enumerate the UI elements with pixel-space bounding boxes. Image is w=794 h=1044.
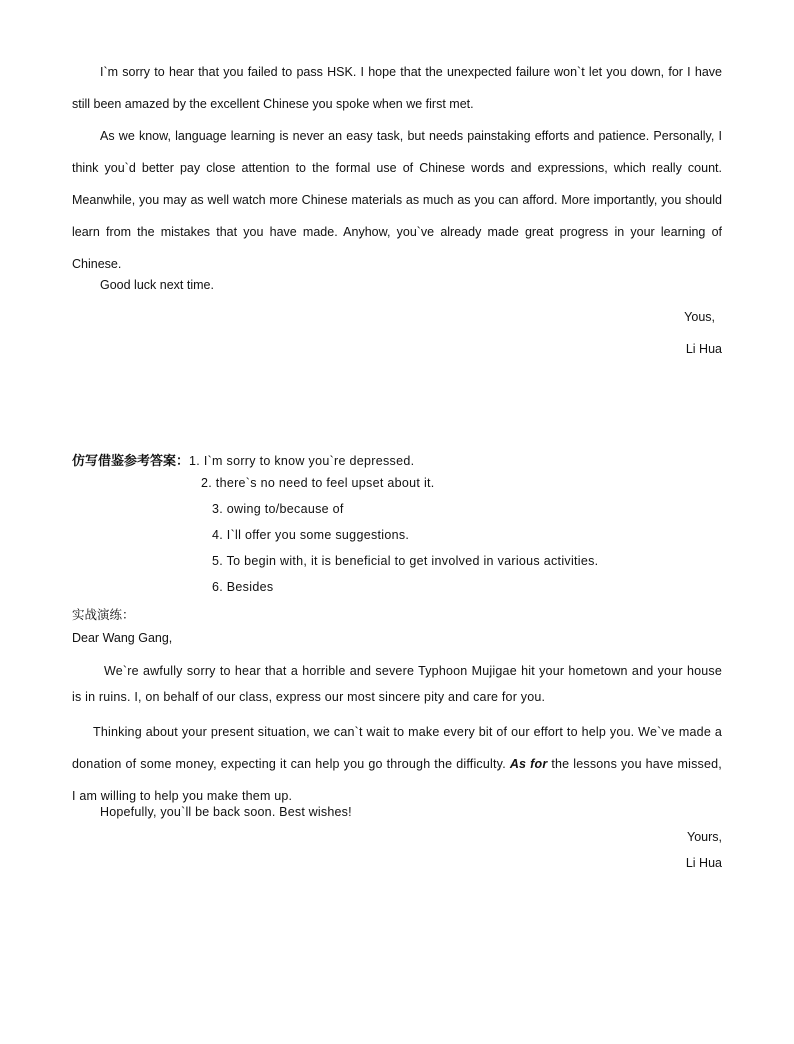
practice-paragraph-1 [72,658,722,710]
reference-answers-row-1 [72,450,414,469]
reference-answers-label: 仿写借鉴参考答案： [72,454,190,469]
reference-answer-2: 2. there`s no need to feel upset about it. [201,476,435,490]
reference-answer-1: 1. I`m sorry to know you`re depressed. [189,454,415,468]
reference-answer-4: 4. I`ll offer you some suggestions. [212,528,410,542]
practice-label: 实战演练： [72,607,135,622]
reference-answer-6: 6. Besides [212,580,274,594]
practice-closing: Yours, [687,830,722,844]
practice-paragraph-2-text-b: the lessons you have missed, I am willing to help you make them up. [72,757,722,803]
letter1-signature: Li Hua [685,342,722,356]
letter1-paragraph-3: Good luck next time. [100,278,214,292]
practice-paragraph-2 [72,716,722,812]
practice-paragraph-3: Hopefully, you`ll be back soon. Best wishes! [100,805,352,819]
letter1-paragraph-1 [72,56,722,120]
practice-paragraph-2-emphasis: As for [509,757,548,771]
practice-paragraph-1-text: We`re awfully sorry to hear that a horrible and severe Typhoon Mujigae hit your hometown and your house is in ruins. I, on behalf of our class, express our most sincere pity and care for you. [72,664,722,704]
letter1-closing: Yous, [684,310,715,324]
letter1-paragraph-1-text: I`m sorry to hear that you failed to pass HSK. I hope that the unexpected failure won`t let you down, for I have still been amazed by the excellent Chinese you spoke when we first met. [72,65,722,111]
letter1-paragraph-2 [72,120,722,280]
letter1-paragraph-2-text: As we know, language learning is never an easy task, but needs painstaking efforts and patience. Personally, I think you`d better pay close attention to the formal use of Chinese words and expressions, which really count. Meanwhile, you may as well watch more Chinese materials as much as you can afford. More importantly, you should learn from the mistakes that you have made. Anyhow, you`ve already made great progress in your learning of Chinese. [72,129,722,271]
practice-signature: Li Hua [685,856,722,870]
reference-answer-5: 5. To begin with, it is beneficial to get involved in various activities. [212,554,599,568]
reference-answer-3: 3. owing to/because of [212,502,344,516]
practice-paragraph-2-text-a: Thinking about your present situation, we can`t wait to make every bit of our effort to help you. We`ve made a donation of some money, expecting it can help you go through the difficulty. [72,725,722,771]
practice-greeting: Dear Wang Gang, [72,631,173,645]
